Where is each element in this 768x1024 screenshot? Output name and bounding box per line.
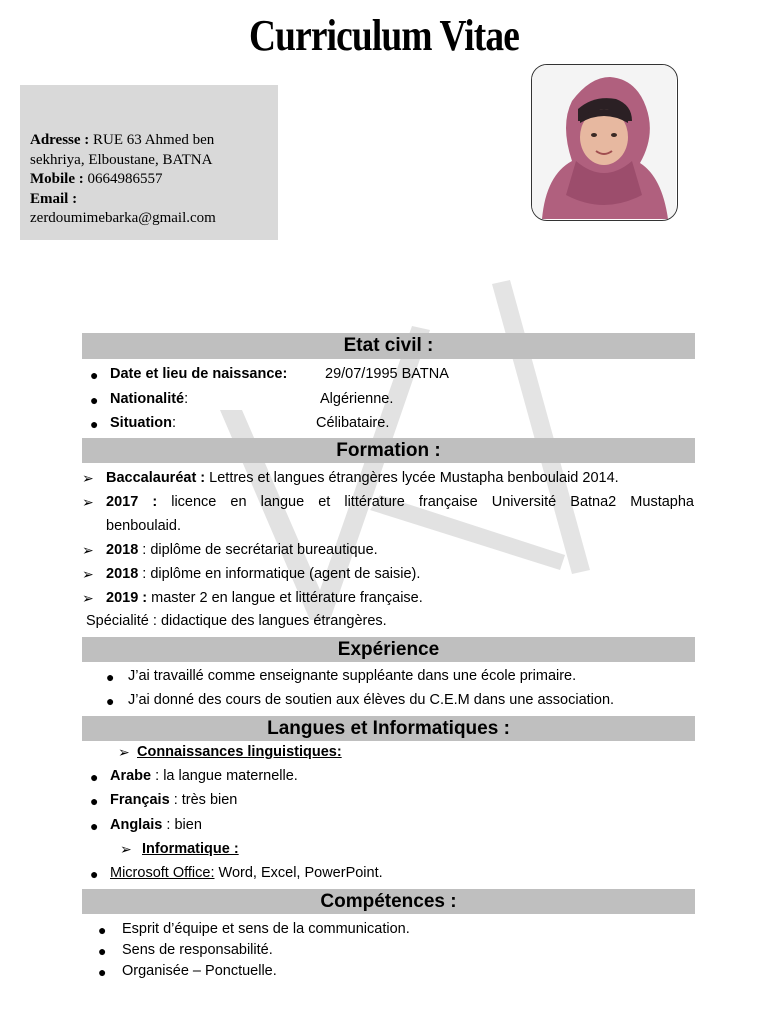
specialite: Spécialité : didactique des langues étrangères. xyxy=(86,613,387,629)
bullet-icon: ● xyxy=(90,866,99,882)
formation-item: Baccalauréat : Lettres et langues étrangères lycée Mustapha benboulaid 2014. xyxy=(106,470,619,486)
arrow-bullet-icon: ➢ xyxy=(82,470,94,486)
bullet-icon: ● xyxy=(90,818,99,834)
arrow-bullet-icon: ➢ xyxy=(82,494,94,510)
person-portrait-icon xyxy=(532,65,676,219)
nationality-label: Nationalité: xyxy=(110,391,189,407)
office-item: Microsoft Office: Word, Excel, PowerPoint. xyxy=(110,865,383,881)
competence-item: Esprit d’équipe et sens de la communication. xyxy=(122,921,410,937)
experience-item: J’ai travaillé comme enseignante suppléante dans une école primaire. xyxy=(128,668,577,684)
mobile-line xyxy=(30,170,268,190)
bullet-icon: ● xyxy=(106,669,115,685)
bullet-icon: ● xyxy=(90,416,99,432)
experience-heading: Expérience xyxy=(82,637,695,662)
address-label: Adresse : xyxy=(30,132,90,148)
competences-heading: Compétences : xyxy=(82,889,695,914)
arrow-bullet-icon: ➢ xyxy=(82,542,94,558)
language-item: Anglais : bien xyxy=(110,817,202,833)
email-label: Email : xyxy=(30,190,78,207)
language-item: Arabe : la langue maternelle. xyxy=(110,768,298,784)
bullet-icon: ● xyxy=(98,922,107,938)
profile-photo xyxy=(531,64,678,221)
formation-item: 2018 : diplôme en informatique (agent de saisie). xyxy=(106,566,421,582)
address-value: RUE 63 Ahmed ben sekhriya, Elboustane, BATNA xyxy=(30,132,215,168)
contact-box xyxy=(20,85,278,240)
sub-heading-informatique: Informatique : xyxy=(142,841,239,857)
mobile-label: Mobile : xyxy=(30,171,84,187)
nationality-value: Algérienne. xyxy=(320,391,394,407)
formation-heading: Formation : xyxy=(82,438,695,463)
bullet-icon: ● xyxy=(98,943,107,959)
language-item: Français : très bien xyxy=(110,792,238,808)
competence-item: Sens de responsabilité. xyxy=(122,942,273,958)
birth-value: 29/07/1995 BATNA xyxy=(325,366,449,382)
arrow-bullet-icon: ➢ xyxy=(82,590,94,606)
address-line xyxy=(30,131,268,170)
formation-item: 2019 : master 2 en langue et littérature française. xyxy=(106,590,423,606)
email-line xyxy=(30,190,268,229)
etat-civil-heading: Etat civil : xyxy=(82,333,695,359)
arrow-bullet-icon: ➢ xyxy=(118,744,130,760)
arrow-bullet-icon: ➢ xyxy=(82,566,94,582)
formation-item: 2018 : diplôme de secrétariat bureautique. xyxy=(106,542,378,558)
bullet-icon: ● xyxy=(90,367,99,383)
email-value: zerdoumimebarka@gmail.com xyxy=(30,210,216,226)
sub-heading-linguistics: Connaissances linguistiques: xyxy=(137,744,342,760)
bullet-icon: ● xyxy=(90,793,99,809)
page-title: Curriculum Vitae xyxy=(248,11,519,60)
situation-value: Célibataire. xyxy=(316,415,390,431)
competence-item: Organisée – Ponctuelle. xyxy=(122,963,277,979)
bullet-icon: ● xyxy=(106,693,115,709)
bullet-icon: ● xyxy=(90,769,99,785)
experience-item: J’ai donné des cours de soutien aux élèves du C.E.M dans une association. xyxy=(128,692,615,708)
formation-item-continued: benboulaid. xyxy=(106,518,181,534)
bullet-icon: ● xyxy=(90,392,99,408)
mobile-value: 0664986557 xyxy=(87,171,163,187)
birth-label: Date et lieu de naissance: xyxy=(110,366,288,382)
arrow-bullet-icon: ➢ xyxy=(120,841,132,857)
situation-label: Situation: xyxy=(110,415,177,431)
bullet-icon: ● xyxy=(98,964,107,980)
langues-heading: Langues et Informatiques : xyxy=(82,716,695,741)
formation-item: 2017 : licence en langue et littérature française Université Batna2 Mustapha xyxy=(106,494,694,510)
